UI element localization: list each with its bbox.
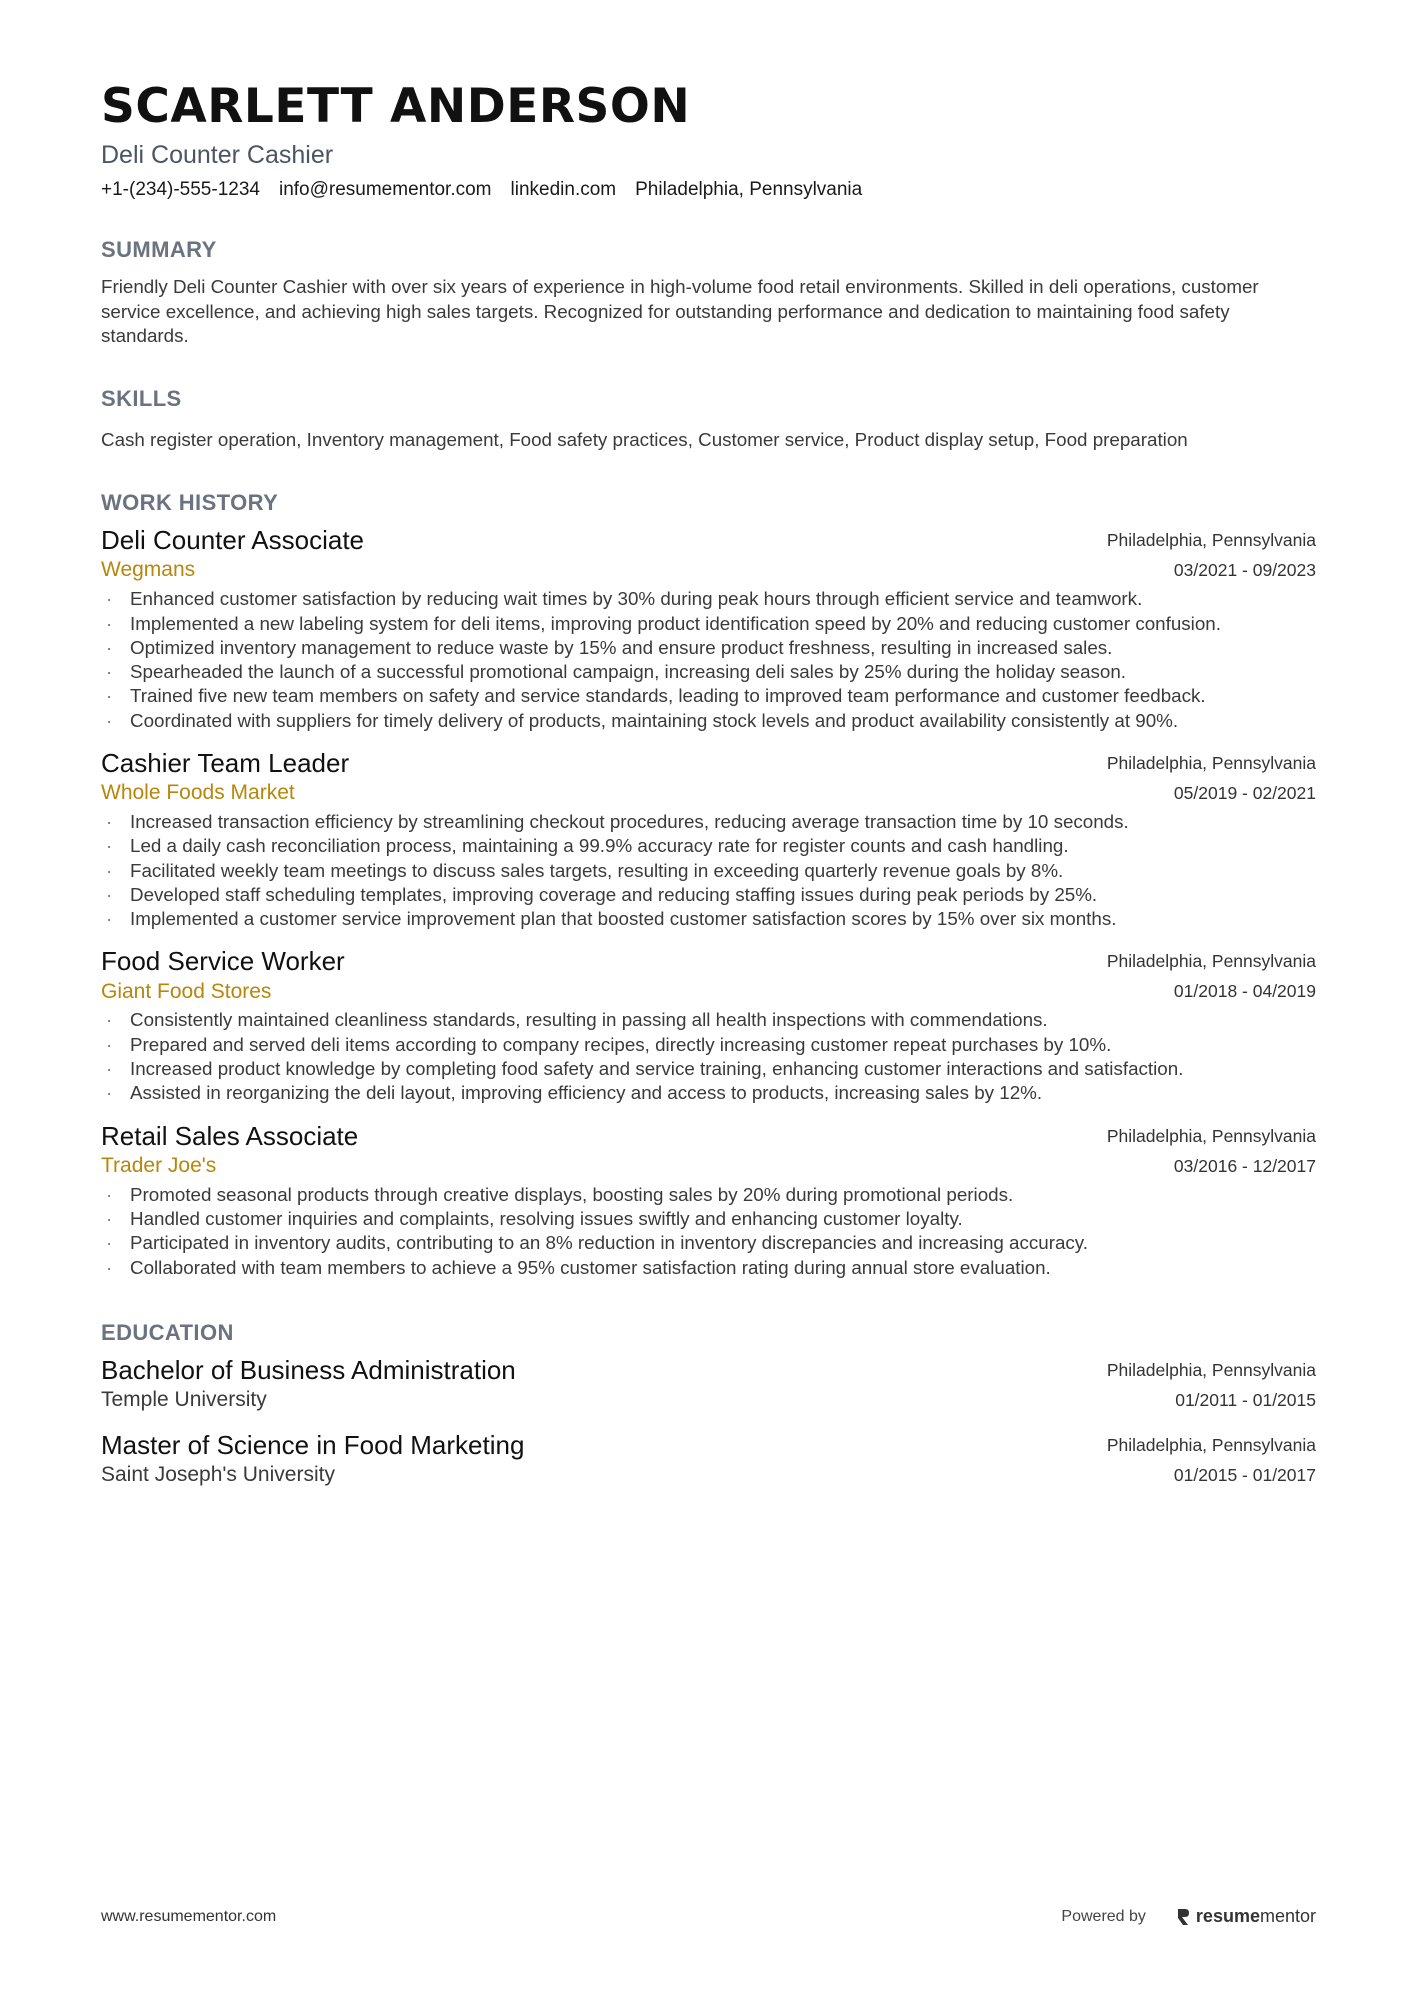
list-item: · Facilitated weekly team meetings to discuss sales targets, resulting in exceeding quarterly revenue goals by 8%. [101,859,1316,883]
list-item: · Led a daily cash reconciliation process, maintaining a 99.9% accuracy rate for register counts and cash handling. [101,834,1316,858]
work-section [101,490,1316,1280]
list-item: · Implemented a new labeling system for deli items, improving product identification speed by 20% and reducing customer confusion. [101,612,1316,636]
education-section [101,1320,1316,1490]
job-entry [101,748,1316,931]
resumementor-logo[interactable] [1176,1906,1316,1927]
job-entry [101,525,1316,733]
summary-section [101,237,1316,349]
job-company: Wegmans [101,558,196,582]
list-item: · Consistently maintained cleanliness standards, resulting in passing all health inspections with commendations. [101,1008,1316,1032]
job-location: Philadelphia, Pennsylvania [1106,1125,1316,1146]
job-dates: 03/2021 - 09/2023 [1173,560,1316,581]
list-item: · Participated in inventory audits, contributing to an 8% reduction in inventory discrepancies and increasing accuracy. [101,1231,1316,1255]
list-item: · Coordinated with suppliers for timely delivery of products, maintaining stock levels and product availability consistently at 90%. [101,709,1316,733]
footer-brand [1061,1906,1316,1927]
list-item: · Increased transaction efficiency by streamlining checkout procedures, reducing average transaction time by 10 seconds. [101,810,1316,834]
job-title: Food Service Worker [101,946,345,977]
candidate-title: Deli Counter Cashier [101,141,334,170]
job-location: Philadelphia, Pennsylvania [1106,951,1316,972]
brand-wordmark-light: mentor [1259,1906,1316,1926]
resume-page [101,80,1316,1490]
page-footer [101,1906,1316,1927]
skills-section [101,386,1316,453]
list-item: · Promoted seasonal products through creative displays, boosting sales by 20% during promotional periods. [101,1183,1316,1207]
job-title: Deli Counter Associate [101,525,365,556]
list-item: · Developed staff scheduling templates, improving coverage and reducing staffing issues during peak periods by 25%. [101,883,1316,907]
job-title: Retail Sales Associate [101,1120,359,1151]
section-title: SUMMARY [101,237,217,263]
job-dates: 05/2019 - 02/2021 [1173,783,1316,803]
degree-title: Master of Science in Food Marketing [101,1430,525,1461]
list-item: · Spearheaded the launch of a successful promotional campaign, increasing deli sales by 25% during the holiday season. [101,660,1316,684]
job-company: Whole Foods Market [101,781,295,805]
skills-text: Cash register operation, Inventory management, Food safety practices, Customer service, Product display setup, Food preparation [101,429,1188,451]
section-title: WORK HISTORY [101,489,279,515]
job-company: Trader Joe's [101,1153,217,1177]
contact-row [101,179,1316,201]
school-name: Saint Joseph's University [101,1463,335,1487]
list-item: · Collaborated with team members to achieve a 95% customer satisfaction rating during annual store evaluation. [101,1256,1316,1280]
section-title: EDUCATION [101,1319,234,1345]
education-dates: 01/2015 - 01/2017 [1173,1465,1316,1486]
job-dates: 01/2018 - 04/2019 [1173,981,1316,1002]
job-dates: 03/2016 - 12/2017 [1173,1155,1316,1176]
section-title: SKILLS [101,385,182,411]
list-item: · Prepared and served deli items according to company recipes, directly increasing customer repeat purchases by 10%. [101,1033,1316,1057]
job-entry [101,1121,1316,1280]
school-name: Temple University [101,1388,267,1412]
education-location: Philadelphia, Pennsylvania [1106,1435,1316,1456]
job-location: Philadelphia, Pennsylvania [1106,530,1316,551]
brand-wordmark-bold: resume [1195,1906,1260,1926]
education-location: Philadelphia, Pennsylvania [1106,1360,1316,1381]
job-bullets [101,1183,1316,1280]
contact-email[interactable]: info@resumementor.com [278,179,492,201]
job-company: Giant Food Stores [101,979,272,1003]
job-bullets [101,810,1316,931]
list-item: · Trained five new team members on safety and service standards, leading to improved team performance and customer feedback. [101,684,1316,708]
contact-location: Philadelphia, Pennsylvania [635,179,863,201]
contact-phone: +1-(234)-555-1234 [101,179,260,201]
job-title: Cashier Team Leader [101,748,350,778]
summary-text: Friendly Deli Counter Cashier with over six years of experience in high-volume food retail environments. Skilled in deli operations, customer service excellence, and achieving high sales targets. Recognized for outstanding performance and dedication to maintaining food safety standards. [101,276,1259,347]
job-entry [101,946,1316,1105]
education-dates: 01/2011 - 01/2015 [1175,1390,1316,1411]
list-item: · Implemented a customer service improvement plan that boosted customer satisfaction scores by 15% over six months. [101,907,1316,931]
degree-title: Bachelor of Business Administration [101,1355,516,1386]
resumementor-logo-icon [1176,1907,1190,1927]
list-item: · Assisted in reorganizing the deli layout, improving efficiency and access to products, increasing sales by 12%. [101,1081,1316,1105]
contact-linkedin[interactable]: linkedin.com [510,179,617,201]
job-bullets [101,587,1316,733]
list-item: · Increased product knowledge by completing food safety and service training, enhancing customer interactions and satisfaction. [101,1057,1316,1081]
powered-by-label: Powered by [1061,1907,1146,1925]
footer-url-link[interactable]: www.resumementor.com [101,1907,277,1925]
brand-wordmark [1196,1906,1316,1927]
education-entry [101,1355,1316,1415]
education-entry [101,1430,1316,1490]
job-location: Philadelphia, Pennsylvania [1106,753,1316,773]
list-item: · Optimized inventory management to reduce waste by 15% and ensure product freshness, resulting in increased sales. [101,636,1316,660]
list-item: · Handled customer inquiries and complaints, resolving issues swiftly and enhancing customer loyalty. [101,1207,1316,1231]
candidate-name: SCARLETT ANDERSON [101,79,691,134]
list-item: · Enhanced customer satisfaction by reducing wait times by 30% during peak hours through efficient service and teamwork. [101,587,1316,611]
job-bullets [101,1008,1316,1105]
